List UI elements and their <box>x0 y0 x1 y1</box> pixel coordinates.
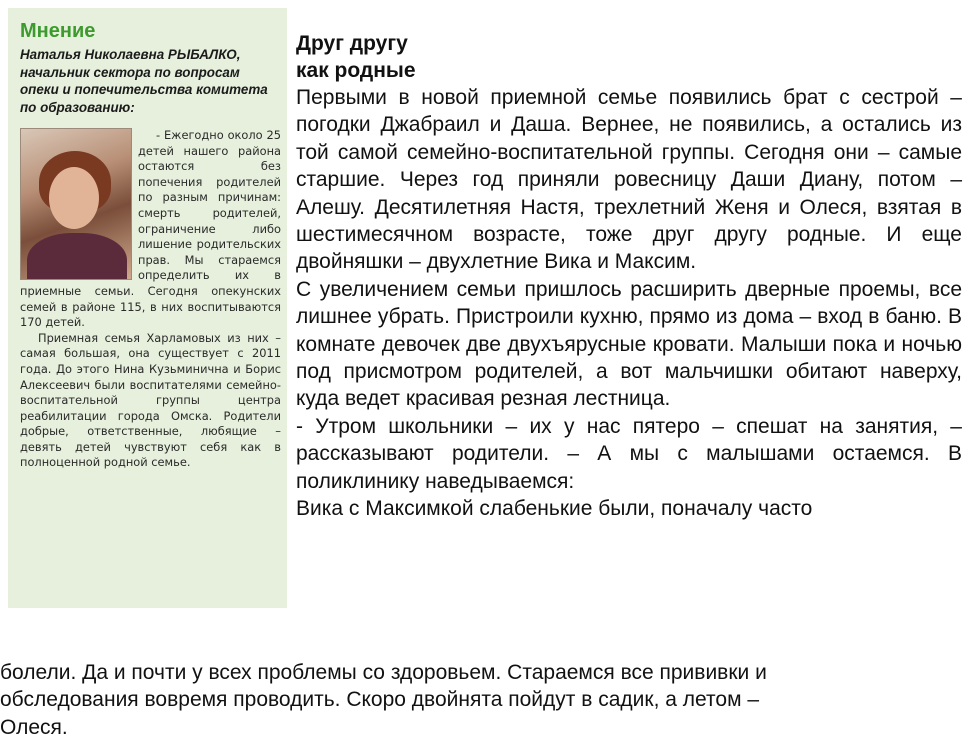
opinion-sidebar <box>8 8 287 608</box>
article-paragraph-3-line: Вика с Максимкой слабенькие были, поначалу часто <box>296 497 813 521</box>
article-paragraph-3: - Утром школьники – их у нас пятеро – спешат на занятия, – рассказывают родители. – А мы с малышами остаемся. В поликлинику наведываемся: <box>296 414 962 493</box>
article-paragraph-2: С увеличением семьи пришлось расширить дверные проемы, все лишнее убрать. Пристроили кухню, прямо из дома – вход в баню. В комнате девочек две двухъярусные кровати. Малыши пока и ночью под присмотром родителей, а вот мальчишки обитают наверху, куда ведет красивая резная лестница. <box>296 277 962 411</box>
article-paragraph-1: Первыми в новой приемной семье появились брат с сестрой – погодки Джабраил и Даша. Вернее, не появились, а остались из той самой семейно-воспитательной группы. Сегодня они – самые старшие. Через год приняли ровесницу Даши Диану, потом – Алешу. Десятилетняя Настя, трехлетний Женя и Олеся, взятая в шестимесячном возрасте, тоже друг другу родные. И еще двойняшки – двухлетние Вика и Максим. <box>296 86 962 274</box>
sidebar-author: Наталья Николаевна РЫБАЛКО, начальник сектора по вопросам опеки и попечительства комитета по образованию: <box>20 47 268 115</box>
portrait-photo <box>20 128 132 280</box>
article-bottom-lines <box>0 659 962 741</box>
article-bottom-line-2: обследования вовремя проводить. Скоро двойнята пойдут в садик, а летом – <box>0 688 760 712</box>
sidebar-paragraph-1: - Ежегодно около 25 детей нашего района остаются без попечения родителей по разным причинам: смерть родителей, ограничение либо лишение родительских прав. Мы стараемся определить их в приемные семьи. Сегодня опекунских семей в районе 115, в них воспитываются 170 детей. <box>20 128 281 330</box>
article-title-line2: как родные <box>296 59 416 82</box>
article-bottom-line-1: болели. Да и почти у всех проблемы со здоровьем. Стараемся все прививки и <box>0 661 767 684</box>
article <box>296 30 962 523</box>
article-bottom-line-3: Олеся. <box>0 715 68 739</box>
article-title-line1: Друг другу <box>296 32 408 55</box>
sidebar-paragraph-2: Приемная семья Харламовых из них – самая большая, она существует с 2011 года. До этого Нина Кузьминична и Борис Алексеевич были воспитателями семейно-воспитательной группы центра реабилитации города Омска. Родители добрые, ответственные, любящие – девять детей чувствуют себя как в полноценной родной семье. <box>20 330 281 470</box>
sidebar-heading: Мнение <box>20 20 96 42</box>
